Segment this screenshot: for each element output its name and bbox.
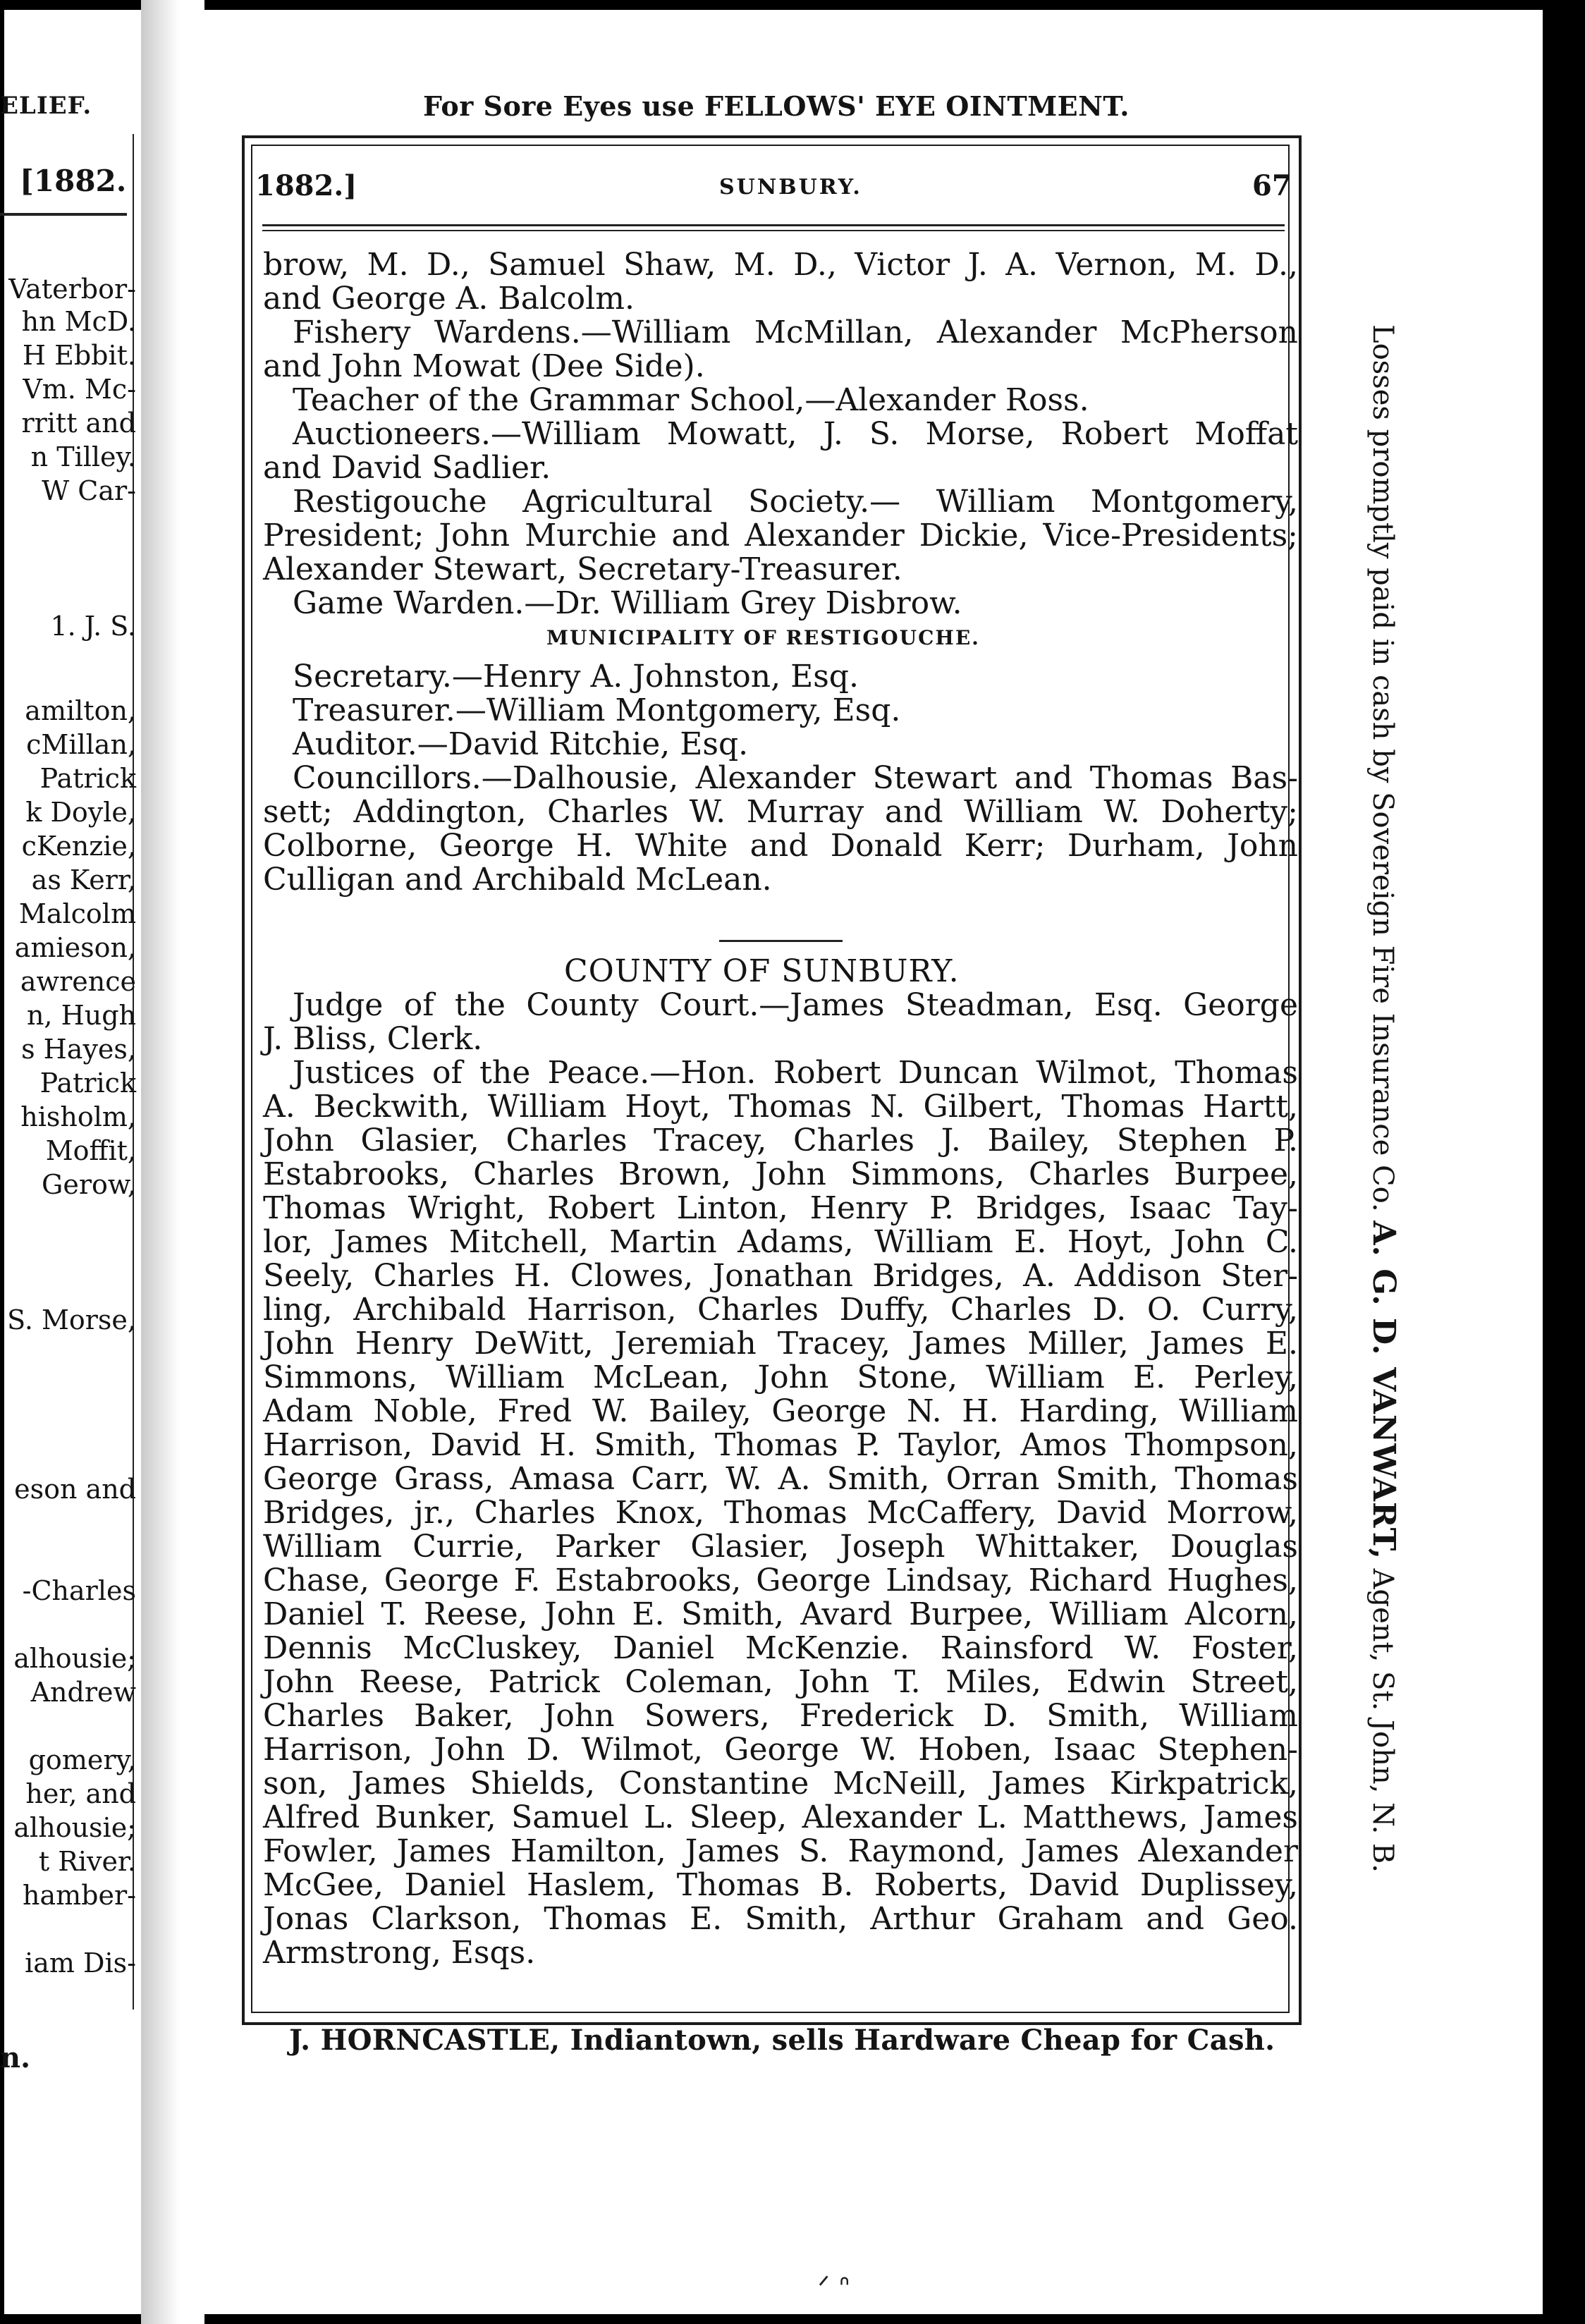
previous-page-line: Malcolm (18, 898, 136, 929)
previous-page-line: eson and (14, 1474, 136, 1505)
previous-page-line: Patrick (39, 763, 136, 794)
previous-page-line: Vaterbor- (8, 274, 136, 305)
text-line: President; John Murchie and Alexander Dickie, Vice-Presidents; (263, 518, 1298, 554)
text-line: John Glasier, Charles Tracey, Charles J. Bailey, Stephen P. (263, 1123, 1298, 1158)
previous-page-line: H Ebbit. (22, 340, 136, 371)
text-line: Chase, George F. Estabrooks, George Lindsay, Richard Hughes, (263, 1562, 1298, 1598)
bottom-advertisement: J. HORNCASTLE, Indiantown, sells Hardware Cheap for Cash. (289, 2024, 1275, 2057)
previous-page-line: alhousie; (13, 1643, 136, 1674)
page-title: SUNBURY. (719, 175, 862, 200)
previous-page-line: n Tilley. (30, 441, 136, 472)
previous-page-footer: n. (0, 2041, 31, 2074)
previous-page-line: cMillan, (26, 729, 136, 760)
text-line: Alexander Stewart, Secretary-Treasurer. (263, 551, 902, 587)
text-line: Fishery Wardens.—William McMillan, Alexander McPherson (293, 314, 1298, 350)
scan-border-bottom (0, 2314, 1585, 2324)
text-line: Game Warden.—Dr. William Grey Disbrow. (293, 585, 962, 621)
text-line: son, James Shields, Constantine McNeill, James Kirkpatrick, (263, 1766, 1298, 1802)
text-line: Armstrong, Esqs. (263, 1935, 536, 1971)
previous-page (0, 0, 152, 2324)
previous-page-line: -Charles (22, 1575, 136, 1606)
text-line: and John Mowat (Dee Side). (263, 348, 705, 384)
previous-page-line: cKenzie, (21, 831, 136, 862)
text-line: Treasurer.—William Montgomery, Esq. (293, 692, 901, 728)
text-line: Auditor.—David Ritchie, Esq. (293, 726, 749, 762)
text-line: Seely, Charles H. Clowes, Jonathan Bridges, A. Addison Ster- (263, 1258, 1298, 1294)
side-ad-agent-location: Agent, St. John, N. B. (1366, 1568, 1399, 1873)
previous-page-line: her, and (25, 1778, 136, 1809)
text-line: lor, James Mitchell, Martin Adams, William E. Hoyt, John C. (263, 1224, 1298, 1260)
text-line: George Grass, Amasa Carr, W. A. Smith, Orran Smith, Thomas (263, 1461, 1298, 1497)
previous-page-line: awrence (20, 966, 136, 997)
previous-page-year: [1882. (20, 164, 127, 198)
text-line: J. Bliss, Clerk. (263, 1021, 483, 1057)
scan-mark: ᐟ ᐢ (818, 2270, 850, 2303)
previous-page-line: t River. (38, 1846, 136, 1877)
text-line: Alfred Bunker, Samuel L. Sleep, Alexander L. Matthews, James (263, 1799, 1298, 1835)
previous-page-line: k Doyle, (25, 797, 136, 828)
text-line: Judge of the County Court.—James Steadman, Esq. George (293, 987, 1298, 1023)
text-line: A. Beckwith, William Hoyt, Thomas N. Gilbert, Thomas Hartt, (263, 1089, 1298, 1125)
previous-page-line: hn McD. (21, 306, 136, 337)
scan-border-top (0, 0, 1585, 10)
book-spine-shadow (141, 0, 204, 2324)
text-line: John Henry DeWitt, Jeremiah Tracey, James Miller, James E. (263, 1326, 1298, 1362)
text-line: Estabrooks, Charles Brown, John Simmons, Charles Burpee, (263, 1156, 1298, 1192)
text-line: ling, Archibald Harrison, Charles Duffy, Charles D. O. Curry, (263, 1292, 1298, 1328)
text-line: William Currie, Parker Glasier, Joseph Whittaker, Douglas (263, 1529, 1298, 1565)
text-line: Colborne, George H. White and Donald Kerr; Durham, John (263, 828, 1298, 864)
previous-page-line: hisholm, (20, 1101, 136, 1132)
text-line: Restigouche Agricultural Society.— William Montgomery, (293, 484, 1298, 520)
previous-page-rule (0, 213, 127, 216)
page-year: 1882.] (255, 169, 357, 202)
previous-page-line: hamber- (23, 1880, 136, 1911)
text-line: Charles Baker, John Sowers, Frederick D. Smith, William (263, 1698, 1298, 1734)
previous-page-line: amieson, (14, 932, 136, 963)
previous-page-line: s Hayes, (21, 1034, 136, 1065)
previous-page-header: ELIEF. (0, 92, 92, 120)
text-line: Adam Noble, Fred W. Bailey, George N. H. Harding, William (263, 1393, 1298, 1429)
text-line: Simmons, William McLean, John Stone, William E. Perley, (263, 1359, 1298, 1395)
text-line: and George A. Balcolm. (263, 281, 635, 317)
previous-page-line: n, Hugh (26, 1000, 136, 1031)
previous-page-line: W Car- (42, 475, 136, 506)
previous-page-line: Andrew (30, 1677, 136, 1708)
text-line: Fowler, James Hamilton, James S. Raymond, James Alexander (263, 1833, 1298, 1869)
text-line: Justices of the Peace.—Hon. Robert Duncan Wilmot, Thomas (293, 1055, 1298, 1091)
previous-page-line: as Kerr, (31, 864, 136, 895)
header-rule-thin (262, 230, 1285, 231)
section-divider-rule (719, 940, 843, 942)
running-head-advertisement: For Sore Eyes use FELLOWS' EYE OINTMENT. (423, 90, 1130, 122)
previous-page-line: S. Morse, (7, 1304, 136, 1335)
page-number: 67 (1252, 169, 1292, 202)
text-line: Bridges, jr., Charles Knox, Thomas McCaffery, David Morrow, (263, 1495, 1298, 1531)
text-line: Harrison, John D. Wilmot, George W. Hoben, Isaac Stephen- (263, 1732, 1298, 1768)
side-ad-insurance: Losses promptly paid in cash by Sovereign Fire Insurance Co. (1366, 324, 1399, 1212)
previous-page-line: Moffit, (45, 1135, 136, 1166)
text-line: John Reese, Patrick Coleman, John T. Miles, Edwin Street, (263, 1664, 1298, 1700)
previous-page-line: rritt and (21, 408, 136, 439)
text-line: Teacher of the Grammar School,—Alexander Ross. (293, 382, 1089, 418)
text-line: Auctioneers.—William Mowatt, J. S. Morse, Robert Moffat (293, 416, 1298, 452)
text-line: Culligan and Archibald McLean. (263, 862, 772, 898)
text-line: sett; Addington, Charles W. Murray and William W. Doherty; (263, 794, 1298, 830)
text-line: Daniel T. Reese, John E. Smith, Avard Burpee, William Alcorn, (263, 1596, 1298, 1632)
previous-page-line: alhousie; (13, 1812, 136, 1843)
text-line: Dennis McCluskey, Daniel McKenzie. Rainsford W. Foster, (263, 1630, 1298, 1666)
header-rule (262, 224, 1285, 226)
text-line: Secretary.—Henry A. Johnston, Esq. (293, 659, 859, 695)
county-section-heading: COUNTY OF SUNBURY. (564, 953, 960, 989)
text-line: brow, M. D., Samuel Shaw, M. D., Victor J. A. Vernon, M. D., (263, 247, 1298, 283)
previous-page-line: 1. J. S. (50, 611, 136, 642)
text-line: Councillors.—Dalhousie, Alexander Stewart and Thomas Bas- (293, 760, 1298, 796)
scan-border-right (1543, 0, 1585, 2324)
text-line: McGee, Daniel Haslem, Thomas B. Roberts, David Duplissey, (263, 1867, 1298, 1903)
side-advertisement (1345, 324, 1402, 1876)
side-ad-agent-name: A. G. D. VANWART, (1366, 1221, 1402, 1560)
previous-page-line: Vm. Mc- (23, 374, 136, 405)
text-line: Jonas Clarkson, Thomas E. Smith, Arthur Graham and Geo. (263, 1901, 1298, 1937)
previous-page-line: Gerow, (42, 1169, 136, 1200)
previous-page-line: gomery, (28, 1744, 136, 1775)
text-line: and David Sadlier. (263, 450, 551, 486)
previous-page-line: amilton, (25, 695, 136, 726)
text-line: Harrison, David H. Smith, Thomas P. Taylor, Amos Thompson, (263, 1427, 1298, 1463)
municipality-subheading: MUNICIPALITY OF RESTIGOUCHE. (546, 626, 980, 649)
text-line: Thomas Wright, Robert Linton, Henry P. Bridges, Isaac Tay- (263, 1190, 1298, 1226)
previous-page-line: Patrick (39, 1068, 136, 1099)
previous-page-line: iam Dis- (25, 1947, 136, 1979)
